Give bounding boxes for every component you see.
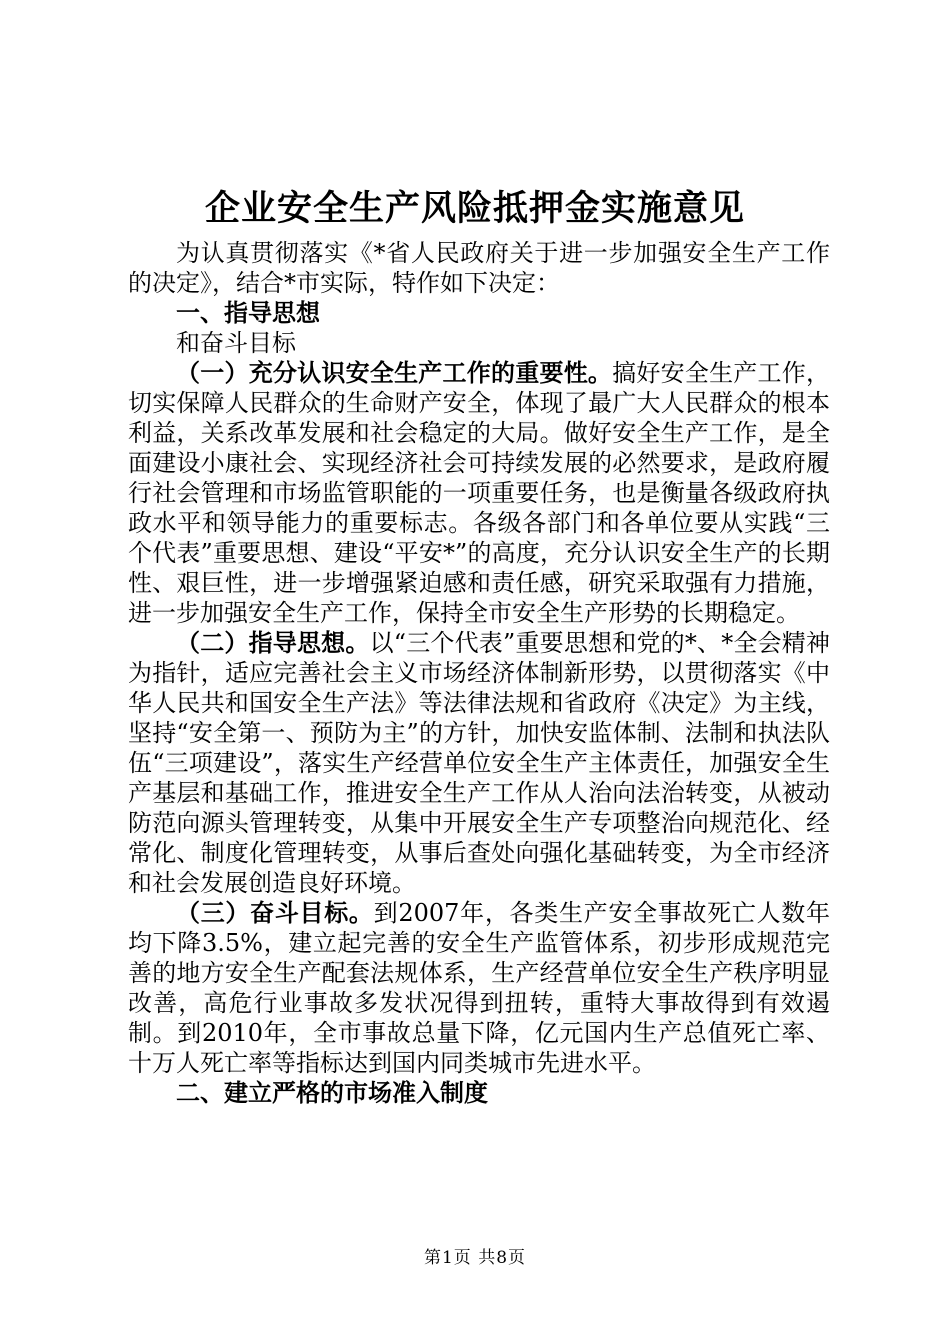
paragraph-3 xyxy=(128,898,830,1078)
paragraph-2-lead: （二）指导思想。 xyxy=(176,629,370,657)
intro-paragraph: 为认真贯彻落实《*省人民政府关于进一步加强安全生产工作的决定》，结合*市实际，特作如下决定： xyxy=(128,239,830,297)
paragraph-2-text: 以“三个代表”重要思想和党的*、*全会精神为指针，适应完善社会主义市场经济体制新形势，以贯彻落实《中华人民共和国安全生产法》等法律法规和省政府《决定》为主线，坚持“安全第一、预防为主”的方针，加快安监体制、法制和执法队伍“三项建设”，落实生产经营单位安全生产主体责任，加强安全生产基层和基础工作，推进安全生产工作从人治向法治转变，从被动防范向源头管理转变，从集中开展安全生产专项整治向规范化、经常化、制度化管理转变，从事后查处向强化基础转变，为全市经济和社会发展创造良好环境。 xyxy=(128,629,830,897)
document-body xyxy=(128,238,830,1108)
paragraph-3-lead: （三）奋斗目标。 xyxy=(176,899,374,927)
paragraph-3-text: 到2007年，各类生产安全事故死亡人数年均下降3.5%，建立起完善的安全生产监管体系，初步形成规范完善的地方安全生产配套法规体系，生产经营单位安全生产秩序明显改善，高危行业事故多发状况得到扭转，重特大事故得到有效遏制。到2010年，全市事故总量下降，亿元国内生产总值死亡率、十万人死亡率等指标达到国内同类城市先进水平。 xyxy=(128,899,830,1077)
section-heading-1: 一、指导思想 xyxy=(176,299,320,327)
section-subheading-1: 和奋斗目标 xyxy=(176,329,296,357)
paragraph-1 xyxy=(128,358,830,628)
section-heading-2: 二、建立严格的市场准入制度 xyxy=(176,1079,488,1107)
paragraph-1-text: 搞好安全生产工作，切实保障人民群众的生命财产安全，体现了最广大人民群众的根本利益，关系改革发展和社会稳定的大局。做好安全生产工作，是全面建设小康社会、实现经济社会可持续发展的必然要求，是政府履行社会管理和市场监管职能的一项重要任务，也是衡量各级政府执政水平和领导能力的重要标志。各级各部门和各单位要从实践“三个代表”重要思想、建设“平安*”的高度，充分认识安全生产的长期性、艰巨性，进一步增强紧迫感和责任感，研究采取强有力措施，进一步加强安全生产工作，保持全市安全生产形势的长期稳定。 xyxy=(128,359,831,627)
document-title: 企业安全生产风险抵押金实施意见 xyxy=(204,189,745,229)
page-footer: 第1页 共8页 xyxy=(423,1248,527,1268)
paragraph-2 xyxy=(128,628,830,898)
paragraph-1-lead: （一）充分认识安全生产工作的重要性。 xyxy=(176,359,613,387)
